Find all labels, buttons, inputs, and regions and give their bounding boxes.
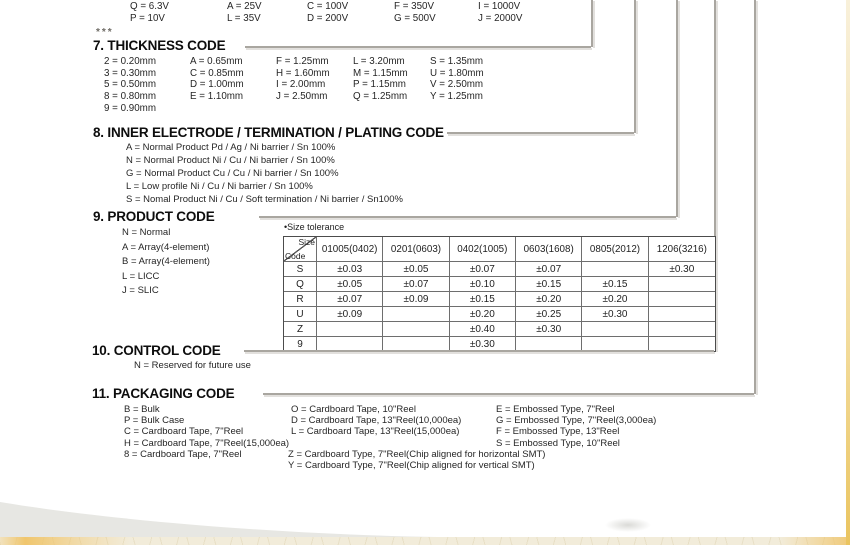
thickness-code-row bbox=[104, 79, 483, 90]
plating-code: S = Nomal Product Ni / Cu / Soft termination / Ni barrier / Sn100% bbox=[126, 193, 403, 205]
thickness-code: Q = 1.25mm bbox=[353, 91, 408, 102]
section9-rule bbox=[259, 216, 676, 218]
thickness-code: C = 0.85mm bbox=[190, 68, 244, 79]
product-code: L = LICC bbox=[122, 270, 160, 282]
tolerance-cell: ±0.05 bbox=[383, 262, 449, 277]
tolerance-cell: ±0.05 bbox=[317, 277, 383, 292]
size-column-header: 0805(2012) bbox=[582, 237, 648, 262]
tolerance-cell: ±0.07 bbox=[516, 262, 582, 277]
tolerance-cell: ±0.09 bbox=[383, 292, 449, 307]
plating-code: N = Normal Product Ni / Cu / Ni barrier / Sn 100% bbox=[126, 154, 335, 166]
voltage-code: G = 500V bbox=[394, 13, 436, 24]
tolerance-row bbox=[284, 277, 715, 292]
product-code-list bbox=[122, 226, 210, 299]
tolerance-row bbox=[284, 322, 715, 337]
tolerance-cell: ±0.30 bbox=[450, 337, 516, 351]
tolerance-cell bbox=[582, 262, 648, 277]
voltage-code: F = 350V bbox=[394, 1, 435, 12]
product-code: J = SLIC bbox=[122, 285, 159, 297]
packaging-code: D = Cardboard Tape, 13"Reel(10,000ea) bbox=[291, 415, 462, 427]
tolerance-cell bbox=[649, 292, 715, 307]
voltage-code: C = 100V bbox=[307, 1, 349, 12]
packaging-code: Z = Cardboard Type, 7"Reel(Chip aligned for horizontal SMT) bbox=[288, 449, 546, 460]
tolerance-cell: ±0.40 bbox=[450, 322, 516, 337]
row-code: Q bbox=[284, 277, 317, 292]
thickness-code: I = 2.00mm bbox=[276, 79, 326, 90]
tolerance-cell: ±0.15 bbox=[450, 292, 516, 307]
tolerance-cell: ±0.07 bbox=[450, 262, 516, 277]
tolerance-cell: ±0.30 bbox=[649, 262, 715, 277]
section9-title: 9. PRODUCT CODE bbox=[93, 209, 215, 224]
tolerance-cell bbox=[383, 322, 449, 337]
tolerance-cell: ±0.15 bbox=[582, 277, 648, 292]
tolerance-cell bbox=[317, 337, 383, 351]
footer-band-gradient-right bbox=[780, 537, 850, 545]
footer-band bbox=[0, 537, 850, 545]
thickness-code: 9 = 0.90mm bbox=[104, 103, 157, 114]
tolerance-cell bbox=[582, 337, 648, 351]
thickness-code-row bbox=[104, 103, 430, 114]
voltage-code: J = 2000V bbox=[478, 13, 523, 24]
section10-rule bbox=[244, 350, 714, 352]
tolerance-row bbox=[284, 307, 715, 322]
thickness-code: 8 = 0.80mm bbox=[104, 91, 157, 102]
table-corner-cell bbox=[284, 237, 317, 262]
page-edge-strip bbox=[846, 0, 850, 545]
section8-rule bbox=[447, 132, 634, 134]
tolerance-cell bbox=[649, 322, 715, 337]
row-code: U bbox=[284, 307, 317, 322]
thickness-code: H = 1.60mm bbox=[276, 68, 330, 79]
row-code: Z bbox=[284, 322, 317, 337]
voltage-code: A = 25V bbox=[227, 1, 262, 12]
bracket-line-section11 bbox=[754, 0, 756, 394]
packaging-code: G = Embossed Type, 7"Reel(3,000ea) bbox=[496, 415, 657, 427]
thickness-code-row bbox=[104, 68, 484, 79]
packaging-code: F = Embossed Type, 13"Reel bbox=[496, 426, 620, 438]
product-code: A = Array(4-element) bbox=[122, 241, 210, 253]
tolerance-cell: ±0.20 bbox=[450, 307, 516, 322]
tolerance-row bbox=[284, 262, 715, 277]
thickness-code: V = 2.50mm bbox=[430, 79, 484, 90]
bracket-line-section7 bbox=[591, 0, 593, 47]
size-column-header: 1206(3216) bbox=[649, 237, 715, 262]
thickness-code: U = 1.80mm bbox=[430, 68, 484, 79]
voltage-code: I = 1000V bbox=[478, 1, 521, 12]
tolerance-cell bbox=[582, 322, 648, 337]
size-column-header: 0402(1005) bbox=[450, 237, 516, 262]
tolerance-cell bbox=[649, 307, 715, 322]
plating-code: G = Normal Product Cu / Cu / Ni barrier / Sn 100% bbox=[126, 167, 339, 179]
packaging-code: E = Embossed Type, 7"Reel bbox=[496, 404, 615, 415]
bracket-line-section8 bbox=[634, 0, 636, 133]
row-code: R bbox=[284, 292, 317, 307]
voltage-code-row bbox=[130, 13, 522, 24]
product-code: B = Array(4-element) bbox=[122, 256, 210, 268]
packaging-code: S = Embossed Type, 10"Reel bbox=[496, 437, 620, 449]
packaging-code: C = Cardboard Tape, 7"Reel bbox=[124, 426, 244, 438]
packaging-code: L = Cardboard Tape, 13"Reel(15,000ea) bbox=[291, 426, 460, 438]
voltage-code-row bbox=[130, 1, 520, 12]
thickness-code: J = 2.50mm bbox=[276, 91, 328, 102]
footer-swoosh-graphic bbox=[0, 496, 437, 537]
table-header-row bbox=[284, 237, 715, 262]
size-tolerance-table bbox=[283, 236, 716, 352]
tolerance-cell: ±0.15 bbox=[516, 277, 582, 292]
thickness-code: E = 1.10mm bbox=[190, 91, 244, 102]
tolerance-cell: ±0.07 bbox=[383, 277, 449, 292]
product-code: N = Normal bbox=[122, 227, 171, 238]
tolerance-cell: ±0.20 bbox=[582, 292, 648, 307]
thickness-code: S = 1.35mm bbox=[430, 56, 484, 67]
packaging-code-column-2b bbox=[288, 449, 545, 471]
plating-code: A = Normal Product Pd / Ag / Ni barrier / Sn 100% bbox=[126, 142, 336, 153]
tolerance-cell: ±0.07 bbox=[317, 292, 383, 307]
tolerance-cell bbox=[383, 337, 449, 351]
row-code: 9 bbox=[284, 337, 317, 351]
section11-title: 11. PACKAGING CODE bbox=[92, 386, 235, 401]
tolerance-cell: ±0.03 bbox=[317, 262, 383, 277]
size-column-header: 01005(0402) bbox=[317, 237, 383, 262]
voltage-code: L = 35V bbox=[227, 13, 261, 24]
size-tolerance-caption: •Size tolerance bbox=[284, 222, 345, 232]
thickness-code: 5 = 0.50mm bbox=[104, 79, 157, 90]
section11-rule bbox=[263, 393, 754, 395]
footer-smudge-graphic bbox=[605, 518, 651, 532]
thickness-code: D = 1.00mm bbox=[190, 79, 244, 90]
corner-label-size: Size bbox=[298, 237, 315, 247]
tolerance-cell bbox=[516, 337, 582, 351]
bracket-line-section9 bbox=[676, 0, 678, 217]
thickness-code: F = 1.25mm bbox=[276, 56, 329, 67]
voltage-code: P = 10V bbox=[130, 13, 165, 24]
thickness-code: 2 = 0.20mm bbox=[104, 56, 157, 67]
tolerance-cell bbox=[649, 337, 715, 351]
voltage-code: D = 200V bbox=[307, 13, 349, 24]
packaging-code: Y = Cardboard Type, 7"Reel(Chip aligned for vertical SMT) bbox=[288, 460, 535, 472]
corner-label-code: Code bbox=[285, 251, 306, 261]
tolerance-row bbox=[284, 337, 715, 351]
section8-title: 8. INNER ELECTRODE / TERMINATION / PLATING CODE bbox=[93, 125, 444, 140]
size-column-header: 0201(0603) bbox=[383, 237, 449, 262]
tolerance-cell: ±0.10 bbox=[450, 277, 516, 292]
packaging-code: P = Bulk Case bbox=[124, 415, 185, 427]
tolerance-cell bbox=[317, 322, 383, 337]
tolerance-row bbox=[284, 292, 715, 307]
tolerance-cell bbox=[383, 307, 449, 322]
tolerance-cell bbox=[649, 277, 715, 292]
thickness-code: A = 0.65mm bbox=[190, 56, 243, 67]
row-code: S bbox=[284, 262, 317, 277]
thickness-code-row bbox=[104, 56, 483, 67]
tolerance-cell: ±0.25 bbox=[516, 307, 582, 322]
footnote-marker: *** bbox=[96, 27, 114, 38]
packaging-code: B = Bulk bbox=[124, 404, 160, 415]
tolerance-cell: ±0.20 bbox=[516, 292, 582, 307]
packaging-code: 8 = Cardboard Tape, 7"Reel bbox=[124, 448, 242, 460]
size-column-header: 0603(1608) bbox=[516, 237, 582, 262]
packaging-code: H = Cardboard Tape, 7"Reel(15,000ea) bbox=[124, 437, 290, 449]
thickness-code: 3 = 0.30mm bbox=[104, 68, 157, 79]
tolerance-cell: ±0.30 bbox=[516, 322, 582, 337]
tolerance-cell: ±0.09 bbox=[317, 307, 383, 322]
section7-title: 7. THICKNESS CODE bbox=[93, 38, 226, 53]
thickness-code-row bbox=[104, 91, 483, 102]
packaging-code-column-1 bbox=[124, 404, 289, 460]
thickness-code: L = 3.20mm bbox=[353, 56, 405, 67]
tolerance-cell: ±0.30 bbox=[582, 307, 648, 322]
packaging-code-column-3 bbox=[496, 404, 656, 449]
section10-title: 10. CONTROL CODE bbox=[92, 343, 221, 358]
footer-band-gradient-left bbox=[0, 537, 130, 545]
thickness-code: P = 1.15mm bbox=[353, 79, 406, 90]
plating-code-list bbox=[126, 142, 403, 207]
thickness-code: M = 1.15mm bbox=[353, 68, 408, 79]
thickness-code: Y = 1.25mm bbox=[430, 91, 483, 102]
plating-code: L = Low profile Ni / Cu / Ni barrier / Sn 100% bbox=[126, 180, 313, 192]
control-code: N = Reserved for future use bbox=[134, 360, 251, 371]
packaging-code: O = Cardboard Tape, 10"Reel bbox=[291, 404, 416, 415]
section7-rule bbox=[245, 46, 591, 48]
voltage-code: Q = 6.3V bbox=[130, 1, 169, 12]
packaging-code-column-2 bbox=[291, 404, 461, 438]
